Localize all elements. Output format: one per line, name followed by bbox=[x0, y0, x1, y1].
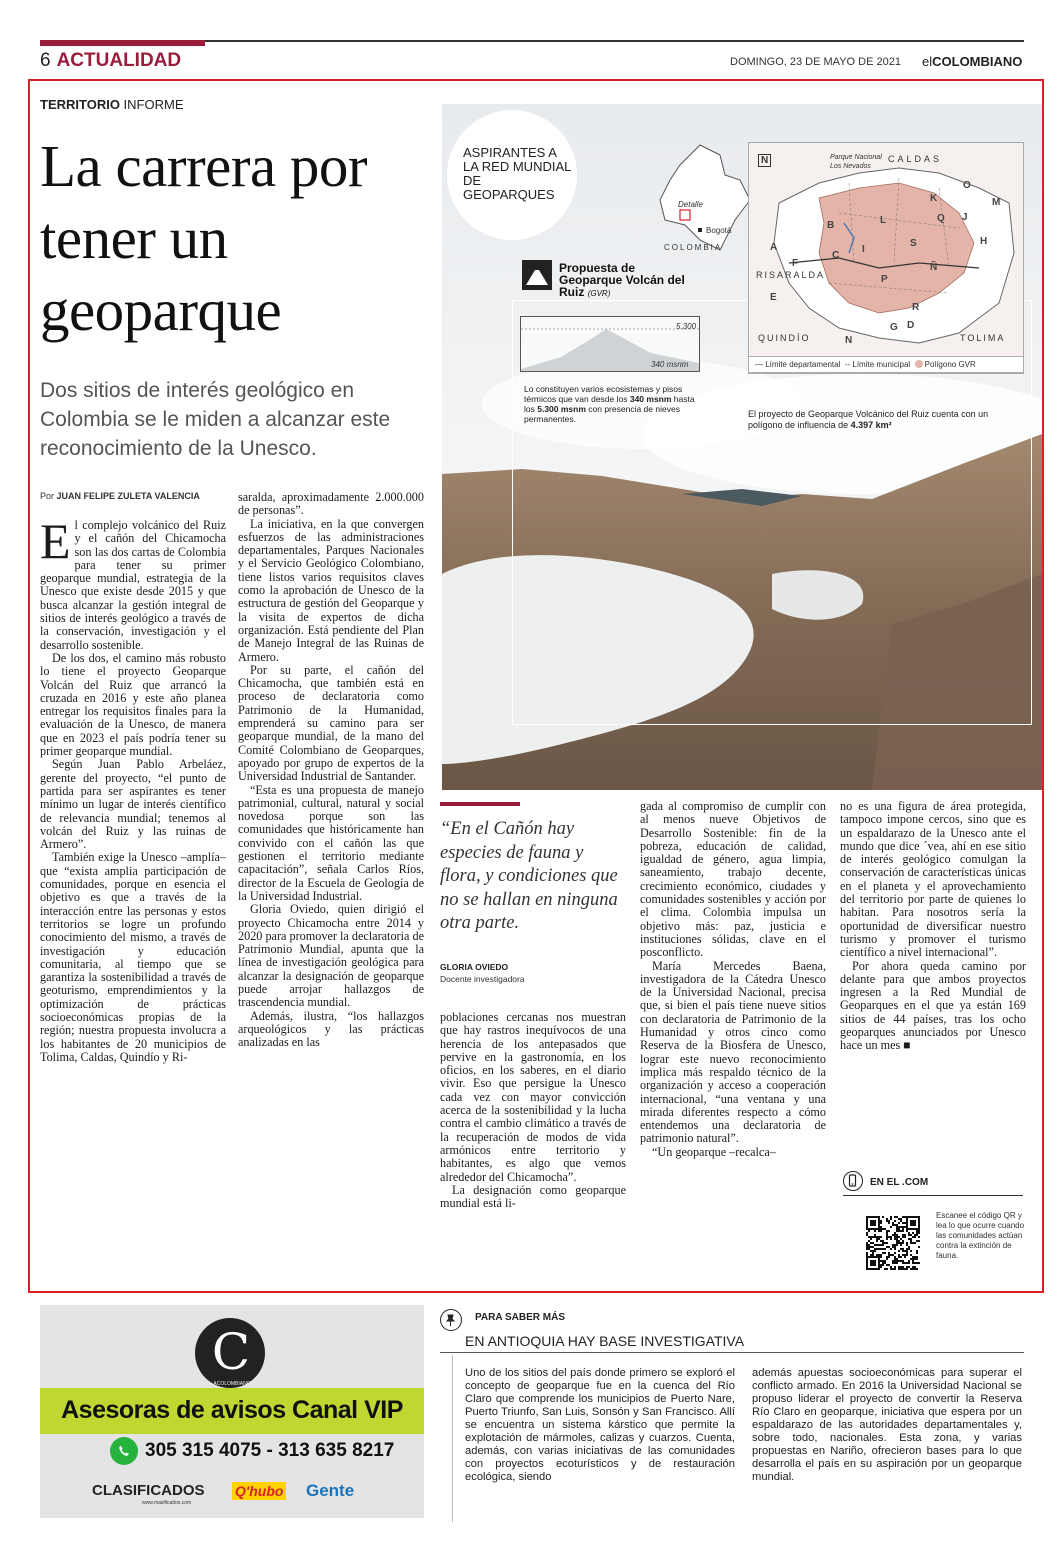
online-box-text: Escanee el código QR y lea lo que ocurre cuando las comunidades actúan contra la extinción de fauna. bbox=[936, 1211, 1025, 1260]
volcano-caption-part: Lo constituyen varios ecosistemas y pisos térmicos que van desde los bbox=[524, 384, 683, 404]
article-paragraph: Por ahora queda camino por delante para que ambos proyectos ingresen a la Red Mundial de Geoparques en el que ya están 169 sitios de 44 países, tras los ocho geoparques anunciados por Unesco hace un mes ■ bbox=[840, 958, 1026, 1053]
legend-dept: — Límite departamental bbox=[755, 360, 841, 369]
byline-prefix: Por bbox=[40, 491, 57, 501]
article-paragraph: También exige la Unesco –amplía– que “exista amplia participación de comunidades, porque en esencia el objetivo es que a través de la interacción entre las personas y estos territorios se logre un profundo conocimiento del mismo, a través de investigación y educación comunitaria, al tiempo que se garantiza la sostenibilidad a través de geoturismo, emprendimientos y la optimización de prácticas socioeconómicas propias de la región; nuestra propuesta involucra a los habitantes de 20 municipios de Tolima, Caldas, Quindío y Ri- bbox=[40, 850, 226, 1064]
municipality-letter: G bbox=[890, 322, 898, 333]
map-caption-text: El proyecto de Geoparque Volcánico del Ruiz cuenta con un polígono de influencia de bbox=[748, 409, 989, 430]
park-label: Parque Nacional Los Nevados bbox=[830, 154, 882, 170]
kicker-rest: INFORME bbox=[119, 97, 184, 112]
ad-logo-caption: ACOLOMBIANO bbox=[213, 1381, 251, 1387]
ad-brand-clasificados: CLASIFICADOS bbox=[92, 1482, 205, 1499]
dept-risaralda-label: RISARALDA bbox=[756, 270, 826, 280]
quote-author-role: Docente investigadora bbox=[440, 974, 525, 984]
ad-brand-url: www.masificados.com bbox=[142, 1500, 192, 1506]
article-column-4 bbox=[640, 800, 826, 1159]
article-paragraph: no es una figura de área protegida, tampoco impone cercos, sino que es un espaldarazo de la Unesco ante el mundo que dice ´vea, ahí en ese sitio de interés geológico comulgan la conservación de características únicas en el planeta y el aprovechamiento del territorio por parte de quienes lo habitan. Para nosotros sería la oportunidad de diversificar nuestro turismo y promover el turismo científico a nivel internacional”. bbox=[840, 799, 1026, 960]
municipality-letter: J bbox=[962, 212, 968, 223]
municipality-letter: Q bbox=[937, 213, 945, 224]
volcano-caption-bold: 5.300 msnm bbox=[537, 404, 586, 414]
municipality-letter: B bbox=[827, 220, 835, 231]
municipality-letter: H bbox=[980, 236, 988, 247]
municipality-letter: N bbox=[845, 335, 853, 346]
brand-name: COLOMBIANO bbox=[932, 54, 1023, 69]
article-kicker bbox=[40, 97, 184, 112]
article-paragraph: gada al compromiso de cumplir con al menos nueve Objetivos de Desarrollo Sostenible: fin de la pobreza, educación de calidad, igualdad de género, agua limpia, saneamiento, trabajo decente, crecimiento económico, ciudades y comunidades sostenibles y acción por el clima. Colombia impulsa un objetivo más: paz, justicia e instituciones sólidas, clave en el posconflicto. bbox=[640, 799, 826, 960]
municipality-letter: D bbox=[907, 320, 915, 331]
infographic-title: ASPIRANTES A LA RED MUNDIAL DE GEOPARQUES bbox=[463, 145, 571, 202]
article-paragraph: saralda, aproximadamente 2.000.000 de personas”. bbox=[238, 490, 424, 518]
municipality-letter: R bbox=[912, 302, 920, 313]
volcano-abbr: (GVR) bbox=[587, 289, 611, 298]
ad-brand-gente: Gente bbox=[306, 1481, 355, 1500]
detail-label: Detalle bbox=[678, 200, 703, 209]
municipality-letter: S bbox=[910, 238, 917, 249]
volcano-caption-bold: 340 msnm bbox=[629, 394, 672, 404]
newspaper-brand bbox=[922, 54, 1022, 69]
dept-quindio-label: QUINDÍO bbox=[758, 333, 811, 343]
article-column-3 bbox=[440, 1011, 626, 1210]
ad-phone: 305 315 4075 - 313 635 8217 bbox=[145, 1440, 395, 1461]
map-caption-bold: 4.397 km² bbox=[850, 420, 892, 430]
municipality-letter: P bbox=[881, 274, 888, 285]
article-paragraph: Además, ilustra, “los hallazgos arqueológicos y las prácticas analizadas en las bbox=[238, 1008, 424, 1050]
pushpin-icon bbox=[440, 1309, 462, 1331]
section-label: ACTUALIDAD bbox=[56, 50, 182, 71]
municipality-letter: F bbox=[792, 258, 799, 269]
legend-poly: Polígono GVR bbox=[924, 360, 976, 369]
profile-bottom-label: 340 msnm bbox=[651, 360, 689, 369]
municipality-letter: M bbox=[992, 197, 1001, 208]
headline: La carrera por tener un geoparque bbox=[40, 133, 368, 343]
dept-tolima-label: TOLIMA bbox=[960, 333, 1006, 343]
article-column-1 bbox=[40, 513, 226, 1064]
sidebar-title: EN ANTIOQUIA HAY BASE INVESTIGATIVA bbox=[465, 1333, 745, 1349]
dept-caldas-label: CALDAS bbox=[888, 154, 943, 164]
article-column-2 bbox=[238, 491, 424, 1049]
sidebar-column-1: Uno de los sitios del país donde primero se exploró el concepto de geoparque fue en la cuenca del Río Claro que comprende los municipios de Puerto Nare, Puerto Triunfo, San Luis, Sonsón y San Francisco. Allí se encuentra un sistema kárstico que permite la explotación de mármoles, calizas y cuarzos. Cuenta, además, con varias iniciativas de las comunidades con proyectos ecoturísticos y de restauración ecológica, siendo bbox=[465, 1367, 735, 1483]
ad-band-text: Asesoras de avisos Canal VIP bbox=[61, 1396, 403, 1424]
municipality-letter: K bbox=[930, 193, 938, 204]
article-paragraph: Por su parte, el cañón del Chicamocha, que también está en proceso de declaratoria como Patrimonio de la Humanidad, emprenderá su camino para ser geoparque mundial, de la mano del Comité Colombiano de Geoparques, apoyado por grupo de expertos de la Universidad Industrial de Santander. bbox=[238, 662, 424, 784]
brand-prefix: el bbox=[922, 54, 933, 69]
municipality-letter: I bbox=[862, 244, 865, 255]
article-paragraph: “Un geoparque –recalca– bbox=[652, 1144, 776, 1159]
byline-name: JUAN FELIPE ZULETA VALENCIA bbox=[56, 491, 200, 501]
sidebar-rule bbox=[440, 1352, 1024, 1353]
capital-label: Bogotá bbox=[706, 226, 732, 235]
quote-author: GLORIA OVIEDO bbox=[440, 962, 509, 972]
quote-accent-bar bbox=[440, 802, 520, 806]
profile-top-label: 5.300 bbox=[676, 322, 697, 331]
article-paragraph: “Esta es una propuesta de manejo patrimonial, cultural, natural y social novedosa porque son las comunidades que históricamente han convivido con el cañón las que gestionen el territorio mediante capacitación”, señala Carlos Ríos, director de la Escuela de Geología de la Universidad Industrial. bbox=[238, 782, 424, 903]
article-paragraph: De los dos, el camino más robusto lo tiene el proyecto Geoparque Volcán del Ruiz que arrancó la cruzada en 2016 y este año planea entregar los requisitos finales para la evaluación de la Unesco, de manera que en 2023 el país podría tener su primer geoparque mundial. bbox=[40, 650, 226, 759]
paragraph-text: l complejo volcánico del Ruiz y el cañón del Chicamocha son las dos cartas de Colombia para tener su primer geoparque mundial, estrategia de la Unesco que existe desde 2015 y que busca alcanzar la gestión integral de sitios de interés geológico a través de la conservación, investigación y el desarrollo sostenible. bbox=[40, 518, 226, 652]
article-paragraph: La iniciativa, en la que convergen esfuerzos de las administraciones departamentales, Parques Nacionales y el Servicio Geológico Colombiano, tiene listos varios requisitos claves como la aprobación de Unesco de la estructura de gestión del Geoparque y la visita de expertos de dicha organización. Está pendiente del Plan de Manejo Integral de las Ruinas de Armero. bbox=[238, 516, 424, 664]
dropcap: E bbox=[40, 513, 71, 569]
ad-brand-qhubo: Q'hubo bbox=[232, 1482, 286, 1500]
country-label: COLOMBIA bbox=[664, 243, 723, 252]
municipality-letter: C bbox=[832, 250, 840, 261]
volcano-title-text: Propuesta de Geoparque Volcán del Ruiz bbox=[559, 261, 685, 299]
article-paragraph: La designación como geoparque mundial está li- bbox=[440, 1182, 626, 1211]
article-paragraph: Gloria Oviedo, quien dirigió el proyecto Chicamocha entre 2014 y 2020 para promover la declaratoria de Patrimonio Mundial, apunta que la línea de investigación geológica para alcanzar la designación de geoparque puede arrojar hallazgos de trascendencia mundial. bbox=[238, 902, 424, 1010]
municipality-letter: A bbox=[770, 242, 778, 253]
municipality-letter: E bbox=[770, 292, 777, 303]
whatsapp-icon bbox=[110, 1437, 138, 1465]
section-accent-bar bbox=[40, 40, 205, 46]
pull-quote: “En el Cañón hay especies de fauna y flora, y condiciones que no se hallan en ninguna otra parte. bbox=[440, 819, 618, 933]
municipality-letter: O bbox=[963, 180, 971, 191]
municipality-letter: Ñ bbox=[930, 262, 938, 273]
article-paragraph bbox=[40, 513, 226, 652]
byline bbox=[40, 491, 200, 501]
page-number: 6 bbox=[40, 50, 51, 71]
section-title bbox=[40, 50, 181, 72]
online-box-rule bbox=[843, 1195, 1023, 1196]
legend-muni: -- Límite municipal bbox=[844, 360, 911, 369]
article-paragraph: Según Juan Pablo Arbeláez, gerente del proyecto, “el punto de partida para ser aspirantes es tener mínimo un lugar de interés científico de relevancia mundial; tenemos al volcán del Ruiz y las ruinas de Armero”. bbox=[40, 757, 226, 852]
north-indicator: N bbox=[758, 154, 771, 167]
issue-date: DOMINGO, 23 DE MAYO DE 2021 bbox=[730, 56, 901, 68]
kicker-bold: TERRITORIO bbox=[40, 97, 120, 112]
online-box-title: EN EL .COM bbox=[870, 1177, 929, 1188]
subheadline: Dos sitios de interés geológico en Colombia se le miden a alcanzar este reconocimiento de la Unesco. bbox=[40, 379, 391, 460]
municipality-letter: L bbox=[880, 215, 887, 226]
article-paragraph: María Mercedes Baena, investigadora de la Cátedra Unesco de la Universidad Nacional, precisa que, si bien el país tiene nueve sitios con declaratoria de Patrimonio de la Humanidad y otros cinco como Reserva de la Biosfera de Unesco, lograr este nuevo reconocimiento implica más respaldo técnico de la organización y acceso a cooperación internacional, “una ventana y una mirada diferentes respecto a cómo entendemos una declaratoria de patrimonio natural”. bbox=[640, 958, 826, 1146]
ad-logo-letter: C bbox=[211, 1323, 251, 1381]
volcano-caption-part: hasta los bbox=[524, 394, 695, 414]
article-column-5 bbox=[840, 800, 1026, 1053]
article-paragraph: poblaciones cercanas nos muestran que hay rastros inequívocos de una herencia de los antepasados que pervive en la gastronomía, en los oficios, en los saberes, en el diario vivir. Eso que persigue la Unesco cada vez con mayor convicción acerca de la sostenibilidad y la lucha contra el cambio climático a través de la recuperación de modos de vida armónicos entre territorio y habitantes, es algo que vemos alrededor del Chicamocha”. bbox=[440, 1010, 626, 1184]
volcano-caption-part: con presencia de nieves permanentes. bbox=[524, 404, 680, 424]
mobile-phone-icon bbox=[843, 1171, 863, 1191]
sidebar-kicker: PARA SABER MÁS bbox=[475, 1312, 566, 1323]
qr-code[interactable] bbox=[866, 1216, 920, 1270]
sidebar-column-2: además apuestas socioeconómicas para superar el conflicto armado. En 2016 la Universidad Nacional se propuso liderar el proyecto de convertir la Reserva Río Claro en geoparque, iniciativa que espera por un espaldarazo de las autoridades departamentales y, sobre todo, nacionales. Esta zona, y varias propuestas en Nariño, ofrecieron bases para lo que desarrolla el país en su aspiración por un geoparque mundial. bbox=[752, 1367, 1022, 1483]
